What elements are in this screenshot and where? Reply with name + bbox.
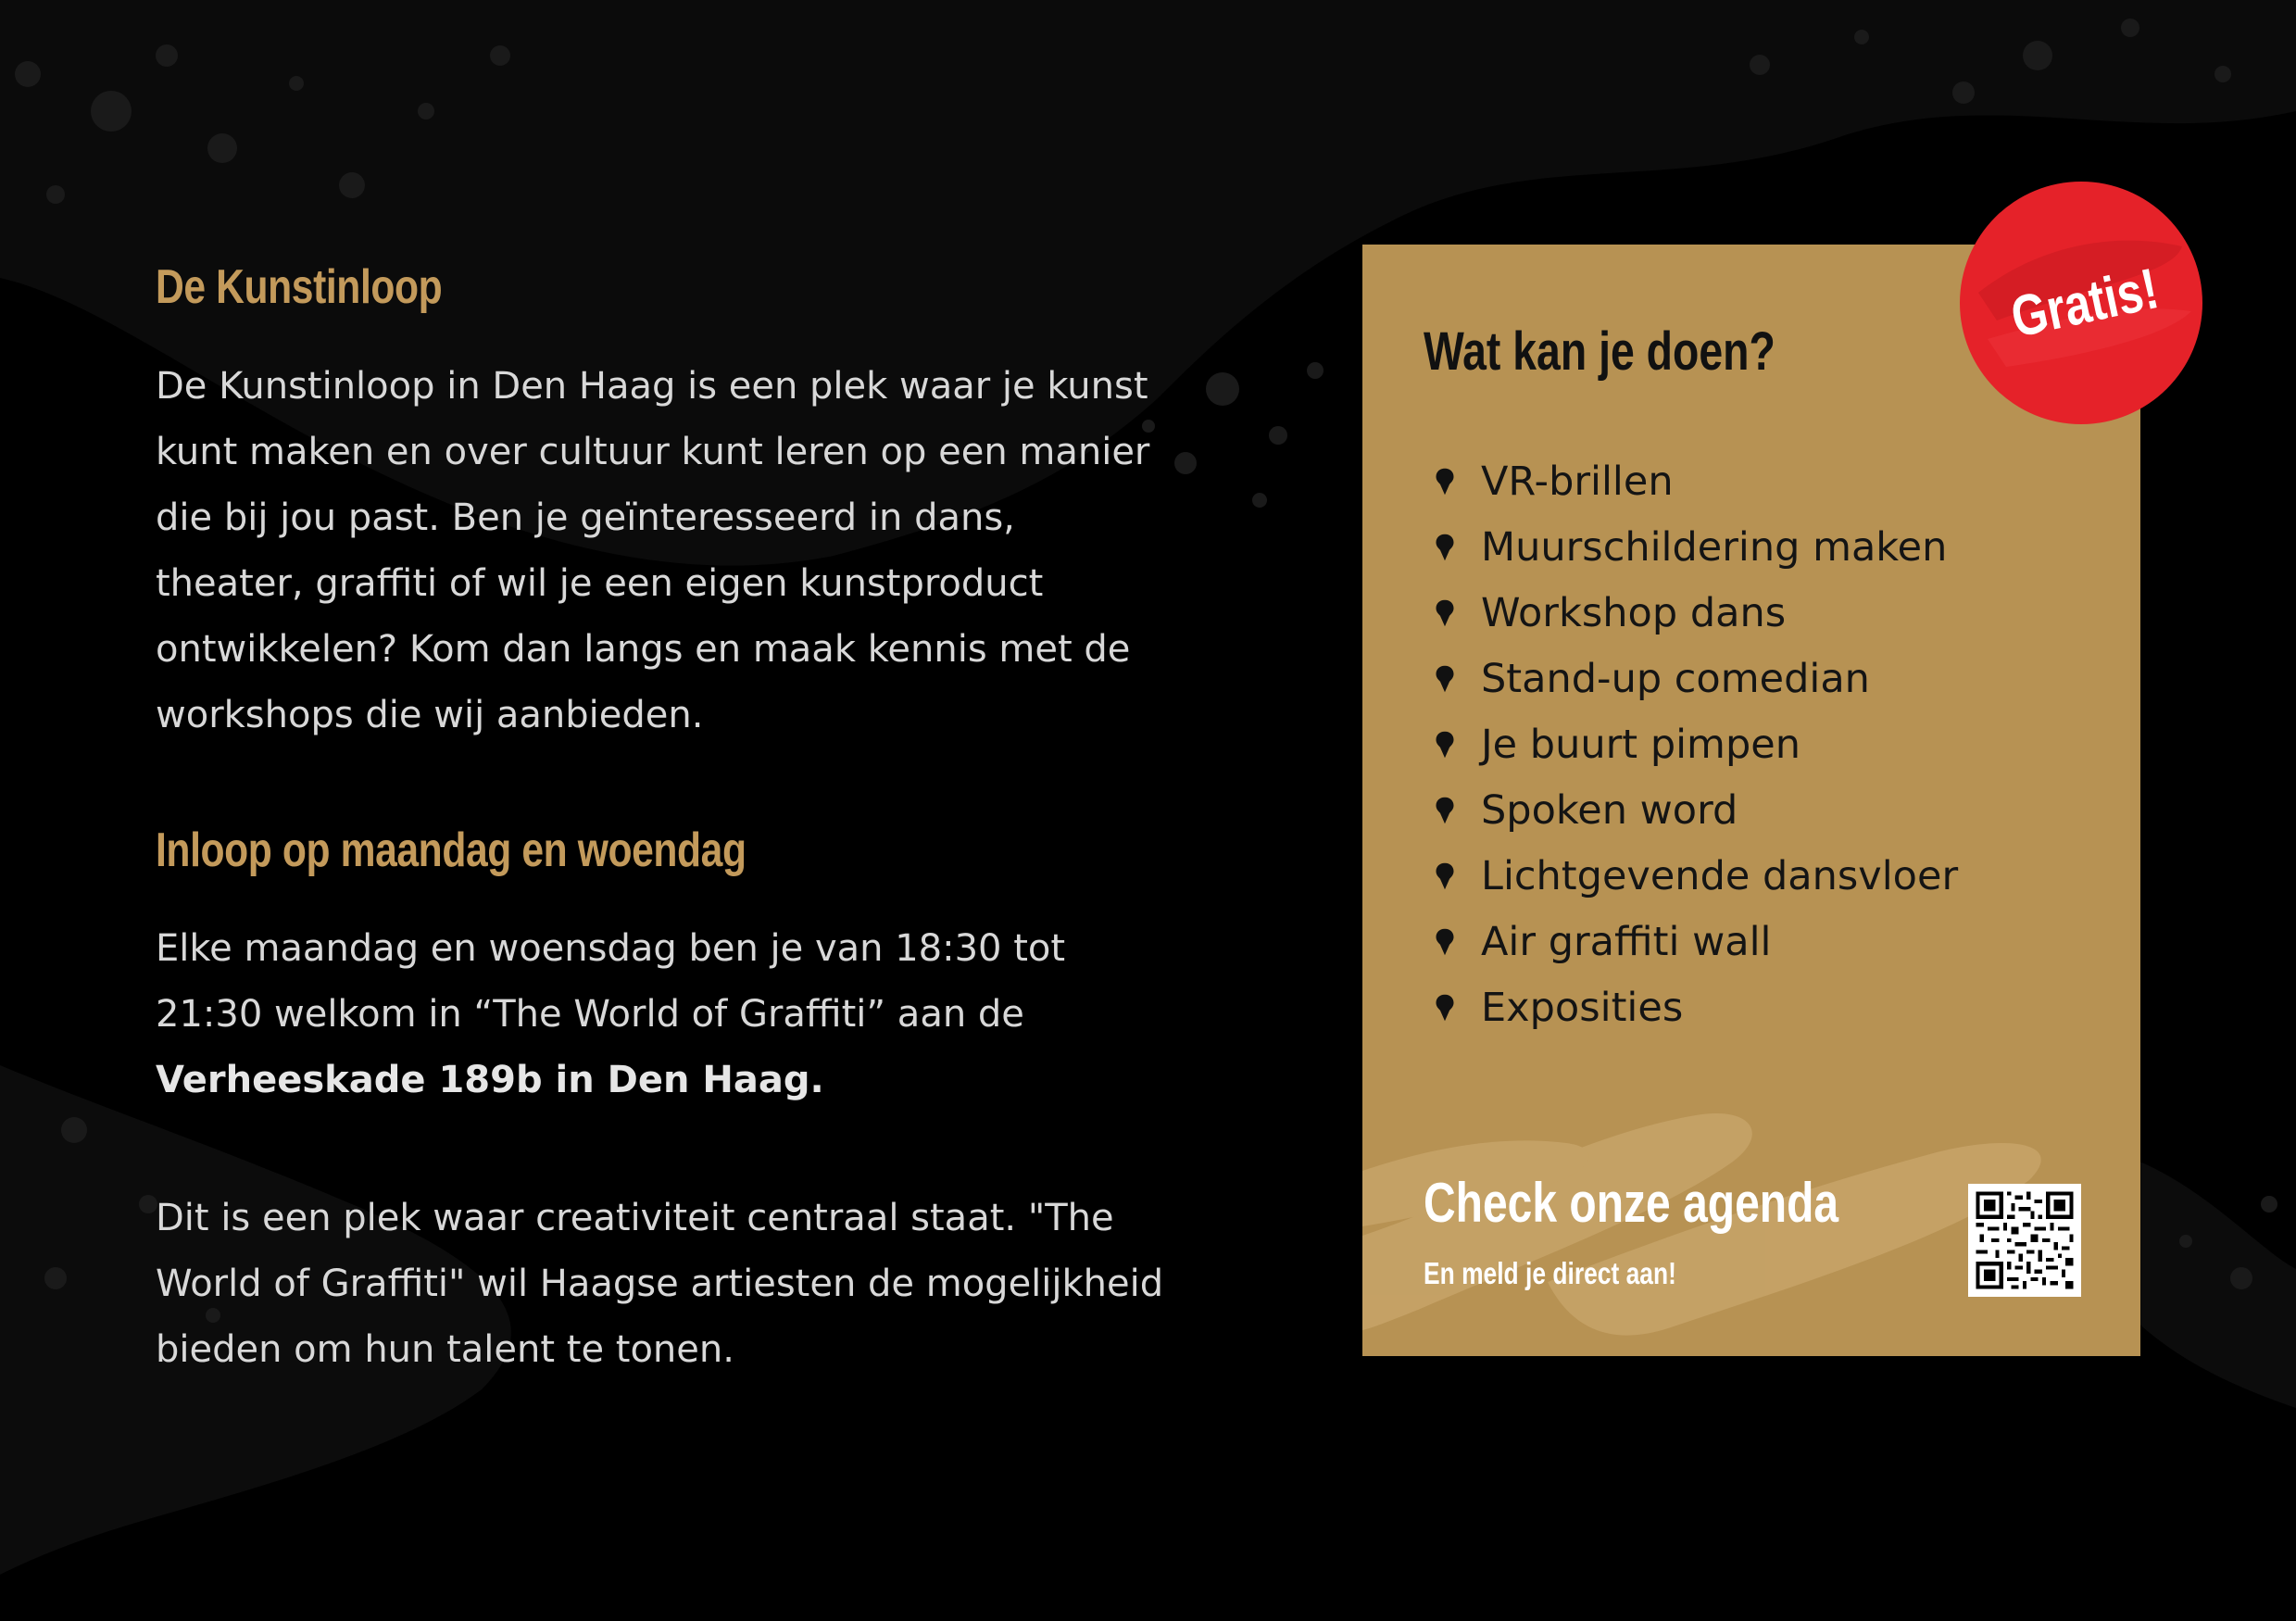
section-heading-schedule: Inloop op maandag en woendag [156, 823, 747, 877]
location-pin-icon [1427, 859, 1462, 894]
activity-label: Je buurt pimpen [1481, 721, 1800, 768]
list-item [1427, 448, 1958, 514]
activity-label: Muurschildering maken [1481, 523, 1948, 571]
activity-label: Spoken word [1481, 786, 1738, 834]
card-title: Wat kan je doen? [1424, 321, 1775, 382]
address-text: Verheeskade 189b in Den Haag. [156, 1059, 824, 1101]
activity-label: Exposities [1481, 984, 1684, 1031]
list-item [1427, 514, 1958, 580]
schedule-paragraph [156, 916, 1165, 1113]
activity-list [1427, 448, 1958, 1040]
location-pin-icon [1427, 793, 1462, 828]
qr-code-icon[interactable] [1968, 1184, 2081, 1297]
list-item [1427, 843, 1958, 909]
section-heading-kunstinloop: De Kunstinloop [156, 260, 443, 314]
activity-label: Workshop dans [1481, 589, 1787, 636]
location-pin-icon [1427, 990, 1462, 1025]
location-pin-icon [1427, 727, 1462, 762]
location-pin-icon [1427, 661, 1462, 697]
activity-label: VR-brillen [1481, 458, 1674, 505]
intro-paragraph: De Kunstinloop in Den Haag is een plek waar je kunst kunt maken en over cultuur kunt leren op een manier die bij jou past. Ben je geïnteresseerd in dans, theater, graffiti of wil je een eigen kunstproduct ontwikkelen? Kom dan langs en maak kennis met de workshops die wij aanbieden. [156, 365, 1150, 736]
activity-label: Air graffiti wall [1481, 918, 1772, 965]
list-item [1427, 646, 1958, 711]
location-pin-icon [1427, 924, 1462, 960]
activity-label: Stand-up comedian [1481, 655, 1870, 702]
list-item [1427, 777, 1958, 843]
location-pin-icon [1427, 530, 1462, 565]
list-item [1427, 711, 1958, 777]
schedule-text: Elke maandag en woensdag ben je van 18:30 tot 21:30 welkom in “The World of Graffiti” aan de [156, 927, 1066, 1036]
gratis-badge-label [1960, 182, 2202, 424]
list-item [1427, 909, 1958, 974]
closing-paragraph: Dit is een plek waar creativiteit centraal staat. "The World of Graffiti" wil Haagse artiesten de mogelijkheid bieden om hun talent te tonen. [156, 1197, 1164, 1371]
badge-text: Gratis! [2005, 256, 2164, 350]
location-pin-icon [1427, 596, 1462, 631]
agenda-cta-title: Check onze agenda [1424, 1172, 1839, 1234]
activity-label: Lichtgevende dansvloer [1481, 852, 1959, 899]
agenda-cta-subtitle: En meld je direct aan! [1424, 1256, 1676, 1290]
location-pin-icon [1427, 464, 1462, 499]
list-item [1427, 580, 1958, 646]
list-item [1427, 974, 1958, 1040]
